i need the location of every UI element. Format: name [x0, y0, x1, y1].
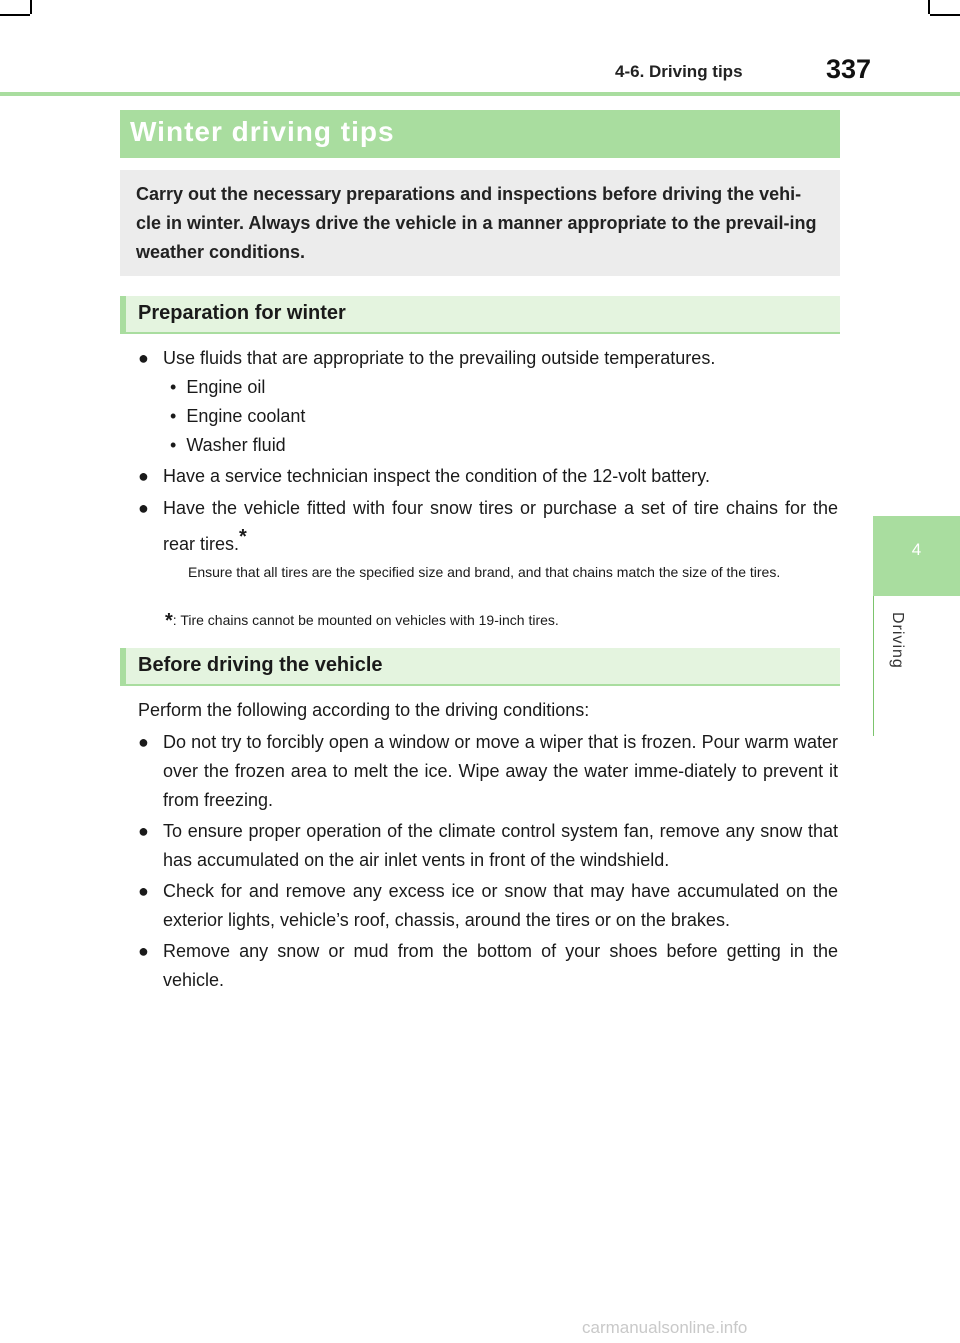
crop-mark [30, 0, 32, 14]
intro-text: Carry out the necessary preparations and inspections before driving the vehi-cle in winter. Always drive the vehicle in a manner appropriate to the prevail-ing weather conditions. [136, 184, 817, 262]
list-item [138, 462, 838, 491]
bullet-icon: ● [138, 732, 149, 752]
list-item [138, 817, 838, 875]
page-title: Winter driving tips [130, 116, 395, 147]
list-item-text: Remove any snow or mud from the bottom of your shoes before getting in the vehicle. [163, 941, 838, 990]
header-rule [0, 92, 960, 96]
sub-list-item [170, 431, 286, 460]
footnote-marker: * [165, 610, 173, 632]
bullet-icon: ● [138, 881, 149, 901]
intro-box [120, 170, 840, 276]
chapter-tab [873, 516, 960, 596]
watermark: carmanualsonline.info [582, 1318, 748, 1337]
asterisk-marker: * [239, 526, 247, 548]
footnote-text: : Tire chains cannot be mounted on vehicles with 19-inch tires. [172, 612, 559, 628]
bullet-icon: ● [138, 348, 149, 368]
section-heading-bar [120, 296, 840, 334]
sub-list-item-text: Washer fluid [186, 435, 286, 455]
page-number: 337 [826, 54, 872, 84]
list-item-text [163, 494, 838, 559]
note-text: Ensure that all tires are the specified size and brand, and that chains match the size of the tires. [188, 564, 781, 580]
bullet-icon: ● [138, 466, 149, 486]
sub-list-item-text: Engine coolant [186, 406, 306, 426]
list-item-text: Have a service technician inspect the condition of the 12-volt battery. [163, 466, 710, 486]
list-item-text: Use fluids that are appropriate to the prevailing outside temperatures. [163, 348, 716, 368]
list-item-text-body: Have the vehicle fitted with four snow tires or purchase a set of tire chains for the rear tires. [163, 498, 838, 554]
crop-mark [930, 14, 960, 16]
list-item [138, 728, 838, 815]
sub-list-item-text: Engine oil [186, 377, 266, 397]
crop-mark [0, 14, 30, 16]
list-item [138, 877, 838, 935]
section-heading-bar [120, 648, 840, 686]
sub-bullet-icon: • [170, 377, 177, 397]
list-item-text: Do not try to forcibly open a window or move a wiper that is frozen. Pour warm water over the frozen area to melt the ice. Wipe away the water imme-diately to prevent it from freezing. [163, 732, 838, 810]
chapter-label: Driving [889, 612, 906, 669]
footnote [165, 610, 559, 631]
bullet-icon: ● [138, 498, 149, 518]
page-title-bar [120, 110, 840, 158]
header-section-title: 4-6. Driving tips [615, 62, 743, 81]
sub-bullet-icon: • [170, 406, 177, 426]
bullet-icon: ● [138, 941, 149, 961]
list-item [138, 494, 838, 559]
list-item-text: To ensure proper operation of the climate control system fan, remove any snow that has accumulated on the air inlet vents in front of the windshield. [163, 821, 838, 870]
bullet-icon: ● [138, 821, 149, 841]
list-item [138, 937, 838, 995]
chapter-divider [873, 596, 874, 736]
list-item-text: Check for and remove any excess ice or snow that may have accumulated on the exterior lights, vehicle’s roof, chassis, around the tires or on the brakes. [163, 881, 838, 930]
list-item [138, 344, 838, 373]
sub-bullet-icon: • [170, 435, 177, 455]
lead-text: Perform the following according to the driving conditions: [138, 700, 590, 720]
section-heading: Preparation for winter [138, 302, 346, 324]
crop-mark [928, 0, 930, 14]
section-heading: Before driving the vehicle [138, 654, 383, 676]
chapter-number: 4 [911, 540, 922, 559]
sub-list-item [170, 373, 265, 402]
sub-list-item [170, 402, 305, 431]
